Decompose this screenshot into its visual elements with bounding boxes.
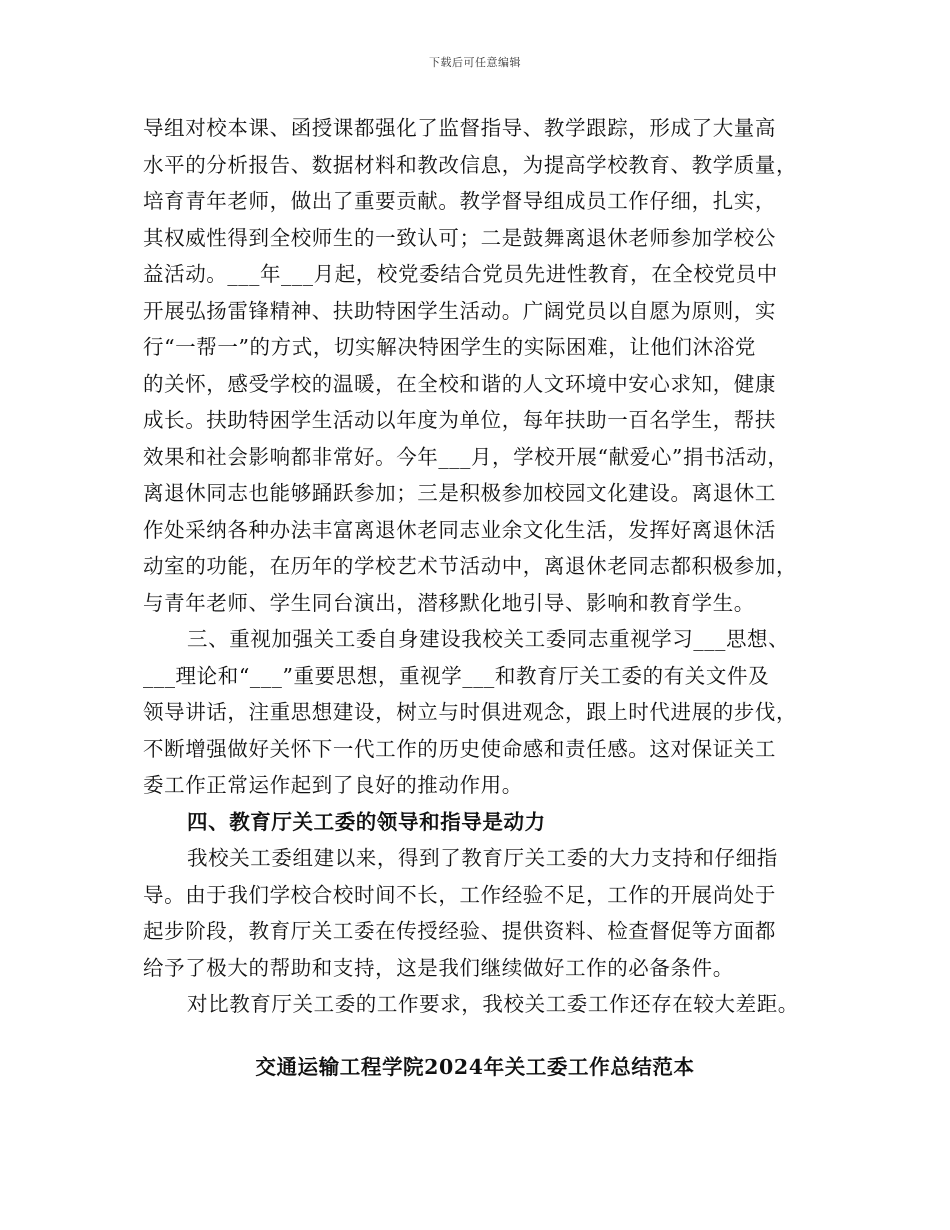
text-line: 行“一帮一”的方式，切实解决特困学生的实际困难，让他们沐浴党 (143, 335, 756, 359)
text-line: 的关怀，感受学校的温暖，在全校和谐的人文环境中安心求知，健康 (143, 371, 776, 396)
text-line: 水平的分析报告、数据材料和教改信息，为提高学校教育、教学质量， (143, 152, 798, 177)
text-line: 三、重视加强关工委自身建设我校关工委同志重视学习___思想、 (187, 627, 790, 651)
text-line: 与青年老师、学生同台演出，潜移默化地引导、影响和教育学生。 (143, 590, 755, 615)
document-title: 交通运输工程学院2024年关工委工作总结范本 (255, 1055, 695, 1079)
text-line: 导组对校本课、函授课都强化了监督指导、教学跟踪，形成了大量高 (143, 116, 776, 140)
text-line: 委工作正常运作起到了良好的推动作用。 (143, 773, 523, 797)
text-line: 培育青年老师，做出了重要贡献。教学督导组成员工作仔细，扎实， (143, 189, 776, 213)
text-line: 作处采纳各种办法丰富离退休老同志业余文化生活，发挥好离退休活 (143, 517, 776, 542)
text-line: 开展弘扬雷锋精神、扶助特困学生活动。广阔党员以自愿为原则，实 (143, 298, 776, 323)
text-line: 对比教育厅关工委的工作要求，我校关工委工作还存在较大差距。 (187, 992, 799, 1016)
paragraph-1 (143, 110, 813, 621)
text-line: 我校关工委组建以来，得到了教育厅关工委的大力支持和仔细指 (187, 846, 778, 870)
text-line: 起步阶段，教育厅关工委在传授经验、提供资料、检查督促等方面都 (143, 919, 776, 943)
section-heading: 四、教育厅关工委的领导和指导是动力 (187, 809, 546, 834)
text-line: 领导讲话，注重思想建设，树立与时俱进观念，跟上时代进展的步伐， (143, 700, 798, 724)
text-line: 其权威性得到全校师生的一致认可；二是鼓舞离退休老师参加学校公 (143, 225, 776, 250)
text-line: 离退休同志也能够踊跃参加；三是积极参加校园文化建设。离退休工 (143, 481, 776, 505)
text-line: 导。由于我们学校合校时间不长，工作经验不足，工作的开展尚处于 (143, 882, 776, 907)
text-line: 不断增强做好关怀下一代工作的历史使命感和责任感。这对保证关工 (143, 736, 776, 761)
text-line: 动室的功能，在历年的学校艺术节活动中，离退休老同志都积极参加， (143, 554, 798, 578)
section-heading-paragraph (143, 804, 813, 841)
text-line: 给予了极大的帮助和支持，这是我们继续做好工作的必备条件。 (143, 955, 734, 980)
paragraph-2 (143, 621, 813, 804)
text-line: 成长。扶助特困学生活动以年度为单位，每年扶助一百名学生，帮扶 (143, 408, 776, 432)
paragraph-3 (143, 840, 813, 986)
text-line: ___理论和“___”重要思想，重视学___和教育厅关工委的有关文件及 (143, 663, 770, 688)
text-line: 效果和社会影响都非常好。今年___月，学校开展“献爱心”捐书活动， (143, 444, 789, 469)
page-header: 下载后可任意编辑 (429, 56, 521, 69)
paragraph-4 (143, 986, 813, 1023)
document-body (143, 110, 813, 1023)
text-line: 益活动。___年___月起，校党委结合党员先进性教育，在全校党员中 (143, 262, 778, 286)
